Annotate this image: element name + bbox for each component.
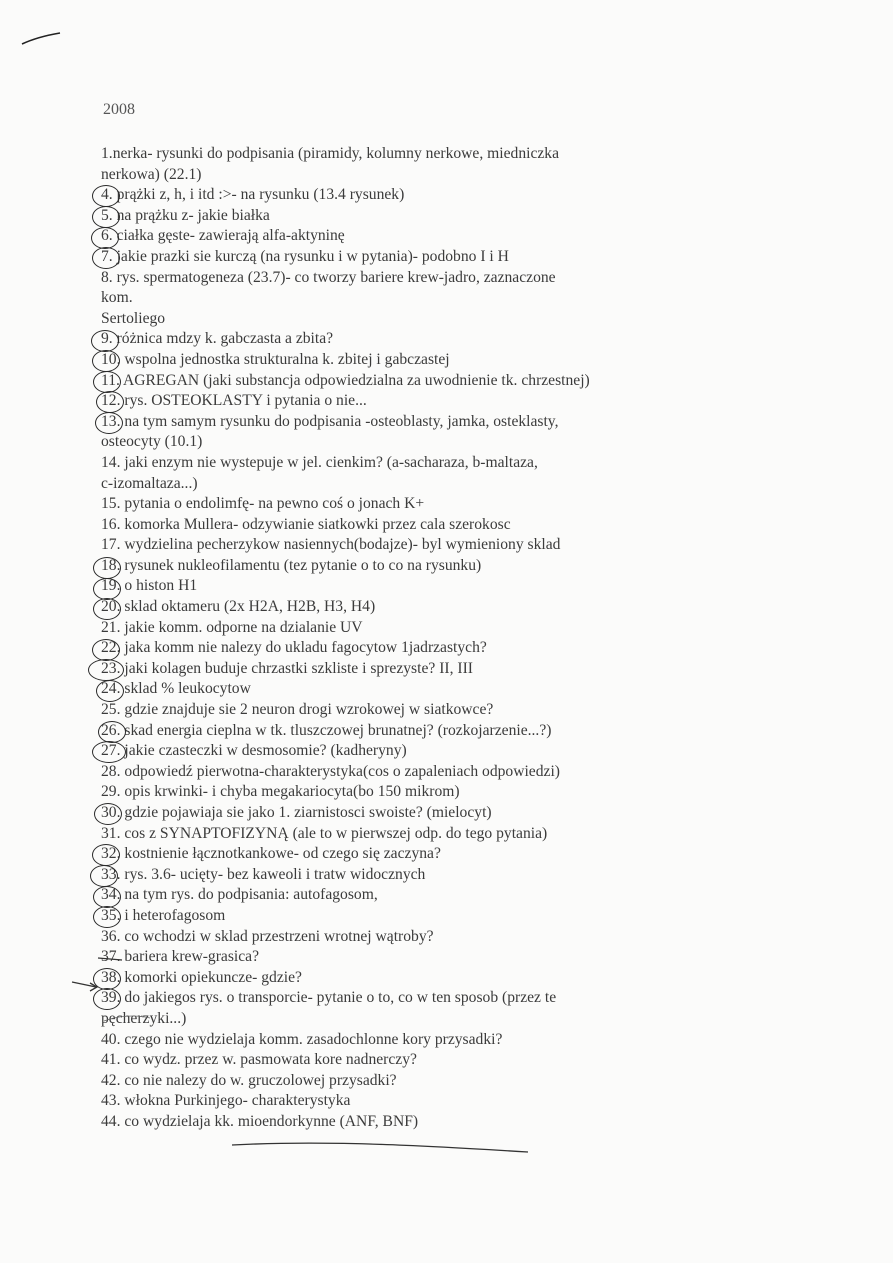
circle-mark-4	[92, 185, 120, 207]
circle-mark-7	[92, 247, 120, 269]
circle-mark-20	[93, 598, 121, 620]
circle-mark-27	[92, 741, 126, 763]
question-line: 44. co wydzielaja kk. mioendorkynne (ANF, BNF)	[101, 1112, 419, 1130]
question-line: 24. sklad % leukocytow	[101, 680, 251, 698]
circle-mark-22	[92, 639, 120, 661]
circle-mark-5	[92, 206, 120, 228]
year-heading: 2008	[103, 101, 135, 118]
circle-mark-24	[96, 680, 124, 702]
question-line: 21. jakie komm. odporne na dzialanie UV	[101, 618, 363, 636]
question-line: pęcherzyki...)	[101, 1009, 187, 1027]
question-line: 14. jaki enzym nie wystepuje w jel. cienkim? (a-sacharaza, b-maltaza,	[101, 453, 538, 471]
question-line: 29. opis krwinki- i chyba megakariocyta(bo 150 mikrom)	[101, 783, 460, 801]
question-line: 28. odpowiedź pierwotna-charakterystyka(cos o zapaleniach odpowiedzi)	[101, 762, 560, 780]
question-line: 32. kostnienie łącznotkankowe- od czego się zaczyna?	[101, 845, 441, 863]
question-line: 4. prążki z, h, i itd :>- na rysunku (13.4 rysunek)	[101, 186, 405, 204]
question-line: 41. co wydz. przez w. pasmowata kore nadnerczy?	[101, 1051, 417, 1069]
question-line: 25. gdzie znajduje sie 2 neuron drogi wzrokowej w siatkowce?	[101, 701, 494, 719]
question-line: osteocyty (10.1)	[101, 433, 203, 451]
question-line: 1.nerka- rysunki do podpisania (piramidy, kolumny nerkowe, miedniczka	[101, 145, 560, 162]
circle-mark-39	[93, 988, 121, 1010]
question-line: 12. rys. OSTEOKLASTY i pytania o nie...	[101, 392, 367, 410]
question-line: 7. jakie prazki sie kurczą (na rysunku i w pytania)- podobno I i H	[101, 247, 509, 265]
circle-mark-11	[93, 371, 121, 393]
question-line: 23. jaki kolagen buduje chrzastki szkliste i sprezyste? II, III	[101, 659, 473, 677]
question-line: 15. pytania o endolimfę- na pewno coś o jonach K+	[101, 495, 425, 513]
question-line: 19. o histon H1	[101, 577, 198, 595]
question-line: 37. bariera krew-grasica?	[101, 948, 260, 966]
circle-mark-23	[88, 659, 124, 681]
circle-mark-12	[96, 391, 124, 413]
question-line: 42. co nie nalezy do w. gruczolowej przysadki?	[101, 1071, 397, 1089]
question-line: 5. na prążku z- jakie białka	[101, 206, 270, 224]
question-line: 38. komorki opiekuncze- gdzie?	[101, 968, 302, 986]
question-line: 35. i heterofagosom	[101, 906, 226, 924]
question-line: 16. komorka Mullera- odzywianie siatkowki przez cala szerokosc	[101, 515, 511, 533]
question-line: 11. AGREGAN (jaki substancja odpowiedzialna za uwodnienie tk. chrzestnej)	[101, 371, 590, 389]
question-line: 26. skad energia cieplna w tk. tluszczowej brunatnej? (rozkojarzenie...?)	[101, 721, 552, 739]
circle-mark-35	[93, 906, 121, 928]
question-line: 43. włokna Purkinjego- charakterystyka	[101, 1092, 351, 1110]
question-line: kom.	[101, 289, 133, 307]
question-line: 10. wspolna jednostka strukturalna k. zbitej i gabczastej	[101, 350, 450, 368]
question-line: 6. ciałka gęste- zawierają alfa-aktyninę	[101, 227, 345, 245]
question-line: 18. rysunek nukleofilamentu (tez pytanie o to co na rysunku)	[101, 556, 482, 574]
circle-mark-13	[95, 412, 123, 434]
question-line: Sertoliego	[101, 309, 166, 327]
question-line: 27. jakie czasteczki w desmosomie? (kadheryny)	[101, 742, 407, 760]
question-line: nerkowa) (22.1)	[101, 165, 202, 183]
circle-mark-26	[98, 721, 126, 743]
circle-mark-32	[92, 844, 120, 866]
circle-mark-18	[93, 557, 121, 579]
question-line: 8. rys. spermatogeneza (23.7)- co tworzy bariere krew-jadro, zaznaczone	[101, 268, 556, 286]
circle-mark-10	[92, 350, 120, 372]
circle-mark-6	[91, 227, 119, 249]
question-line: 20. sklad oktameru (2x H2A, H2B, H3, H4)	[101, 598, 376, 616]
circle-mark-19	[93, 578, 121, 600]
question-line: 34. na tym rys. do podpisania: autofagosom,	[101, 886, 378, 904]
question-line: 36. co wchodzi w sklad przestrzeni wrotnej wątroby?	[101, 927, 434, 945]
question-line: 13. na tym samym rysunku do podpisania -osteoblasty, jamka, osteklasty,	[101, 412, 559, 430]
circle-mark-9	[91, 330, 119, 352]
question-line: 17. wydzielina pecherzykow nasiennych(bodajze)- byl wymieniony sklad	[101, 536, 561, 554]
circle-mark-34	[93, 886, 121, 908]
question-line: 40. czego nie wydzielaja komm. zasadochlonne kory przysadki?	[101, 1030, 503, 1048]
question-line: 22. jaka komm nie nalezy do ukladu fagocytow 1jadrzastych?	[101, 639, 487, 657]
question-line: 39. do jakiegos rys. o transporcie- pytanie o to, co w ten sposob (przez te	[101, 989, 557, 1007]
circle-mark-38	[93, 968, 121, 990]
question-line: 33. rys. 3.6- ucięty- bez kaweoli i tratw widocznych	[101, 865, 426, 883]
circle-mark-30	[94, 803, 122, 825]
question-line: 30. gdzie pojawiaja sie jako 1. ziarnistosci swoiste? (mielocyt)	[101, 804, 492, 821]
question-line: 9. różnica mdzy k. gabczasta a zbita?	[101, 330, 334, 348]
circle-mark-33	[90, 865, 118, 887]
question-line: c-izomaltaza...)	[101, 474, 198, 492]
question-line: 31. cos z SYNAPTOFIZYNĄ (ale to w pierwszej odp. do tego pytania)	[101, 824, 548, 842]
